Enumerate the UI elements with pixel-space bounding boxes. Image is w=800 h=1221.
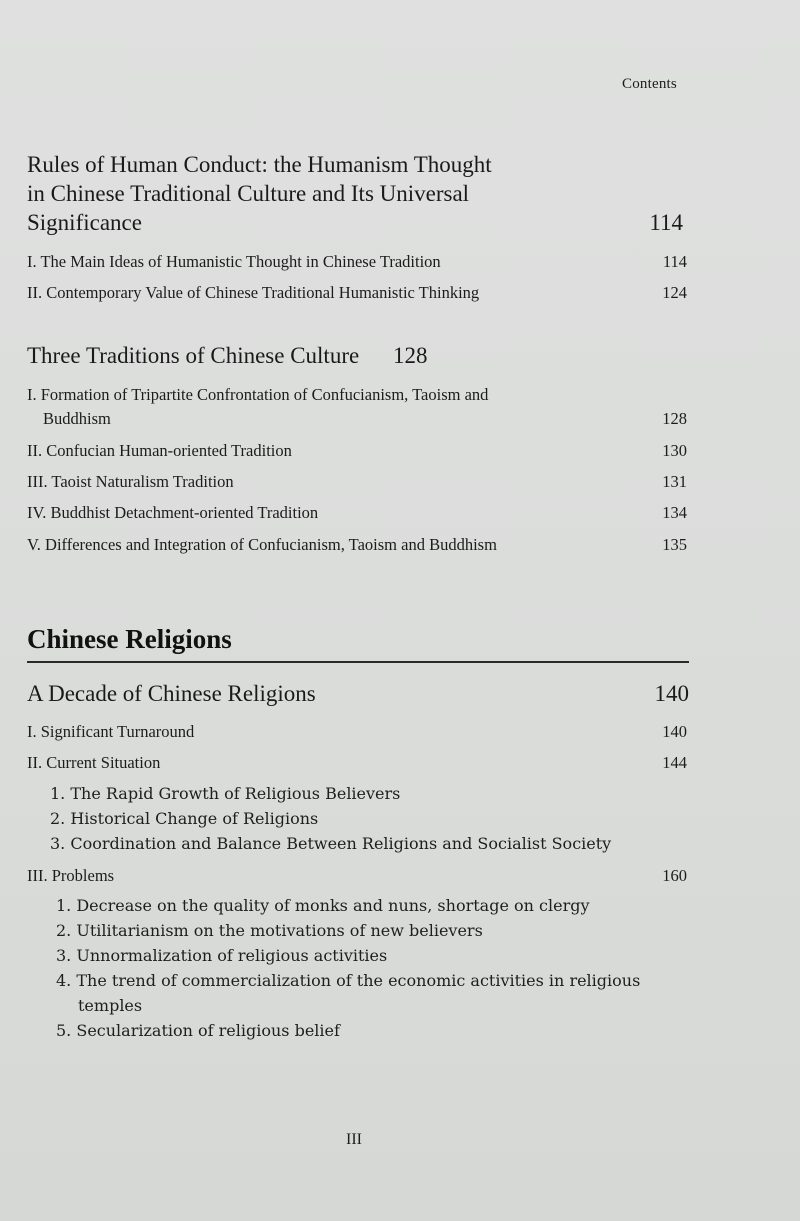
subentry: 2. Utilitarianism on the motivations of new believers	[56, 921, 483, 940]
toc-entry	[27, 721, 687, 743]
article-title-line: in Chinese Traditional Culture and Its Universal	[27, 181, 470, 206]
article-title-line-text: Significance	[27, 210, 142, 235]
toc-entry	[27, 471, 687, 493]
toc-entry-label: I. The Main Ideas of Humanistic Thought in Chinese Tradition	[27, 252, 441, 271]
article-title-humanism	[27, 150, 689, 237]
toc-entry-label: III. Problems	[27, 866, 115, 885]
subentry: 3. Coordination and Balance Between Religions and Socialist Society	[50, 834, 612, 853]
toc-entry	[27, 752, 687, 774]
toc-entry	[27, 502, 687, 524]
toc-entry	[27, 440, 687, 462]
article-page-number: 140	[654, 681, 689, 706]
toc-entry-label: Buddhism	[43, 409, 111, 428]
page-folio: III	[346, 1131, 362, 1148]
toc-entry	[27, 282, 687, 304]
article-title-three-traditions	[27, 341, 689, 370]
running-head: Contents	[622, 76, 677, 92]
section-title: Chinese Religions	[27, 624, 232, 654]
article-title-text: Three Traditions of Chinese Culture	[27, 343, 360, 368]
subentry: 1. Decrease on the quality of monks and nuns, shortage on clergy	[56, 896, 590, 915]
toc-entry-page: 131	[662, 472, 687, 491]
article-title-decade	[27, 679, 689, 708]
toc-entry-page: 130	[662, 441, 687, 460]
toc-entry-page: 134	[662, 503, 687, 522]
toc-entry	[27, 384, 687, 406]
subentry: 3. Unnormalization of religious activities	[56, 946, 388, 965]
toc-entry	[27, 251, 687, 273]
toc-entry-label: I. Formation of Tripartite Confrontation of Confucianism, Taoism and	[27, 385, 489, 404]
toc-entry	[27, 865, 687, 887]
toc-entry-page: 124	[662, 283, 687, 302]
toc-entry-label: II. Contemporary Value of Chinese Traditional Humanistic Thinking	[27, 283, 480, 302]
article-title-line	[27, 208, 689, 237]
toc-entry-label: V. Differences and Integration of Confucianism, Taoism and Buddhism	[27, 535, 497, 554]
subentry: 1. The Rapid Growth of Religious Believers	[50, 784, 401, 803]
toc-entry-label: IV. Buddhist Detachment-oriented Tradition	[27, 503, 319, 522]
subentry-list	[56, 893, 696, 1043]
toc-entry-label: II. Confucian Human-oriented Tradition	[27, 441, 292, 460]
subentry: 2. Historical Change of Religions	[50, 809, 319, 828]
toc-entry-page: 135	[662, 535, 687, 554]
toc-entry-label: II. Current Situation	[27, 753, 161, 772]
toc-entry-continuation	[43, 408, 687, 430]
subentry: 4. The trend of commercialization of the economic activities in religious	[56, 971, 641, 990]
article-title-text: A Decade of Chinese Religions	[27, 681, 316, 706]
toc-entry-page: 160	[662, 866, 687, 885]
toc-entry-page: 144	[662, 753, 687, 772]
toc-entry-page: 128	[662, 409, 687, 428]
toc-entry	[27, 534, 687, 556]
article-page-number: 114	[649, 210, 683, 235]
toc-entry-page: 114	[662, 252, 687, 271]
toc-entry-page: 140	[662, 722, 687, 741]
toc-entry-label: III. Taoist Naturalism Tradition	[27, 472, 234, 491]
subentry-continuation: temples	[78, 996, 143, 1015]
subentry-list	[50, 781, 690, 856]
section-rule	[27, 661, 689, 663]
subentry: 5. Secularization of religious belief	[56, 1021, 340, 1040]
article-title-line: Rules of Human Conduct: the Humanism Thought	[27, 152, 492, 177]
toc-entry-label: I. Significant Turnaround	[27, 722, 195, 741]
article-page-number: 128	[392, 343, 428, 368]
